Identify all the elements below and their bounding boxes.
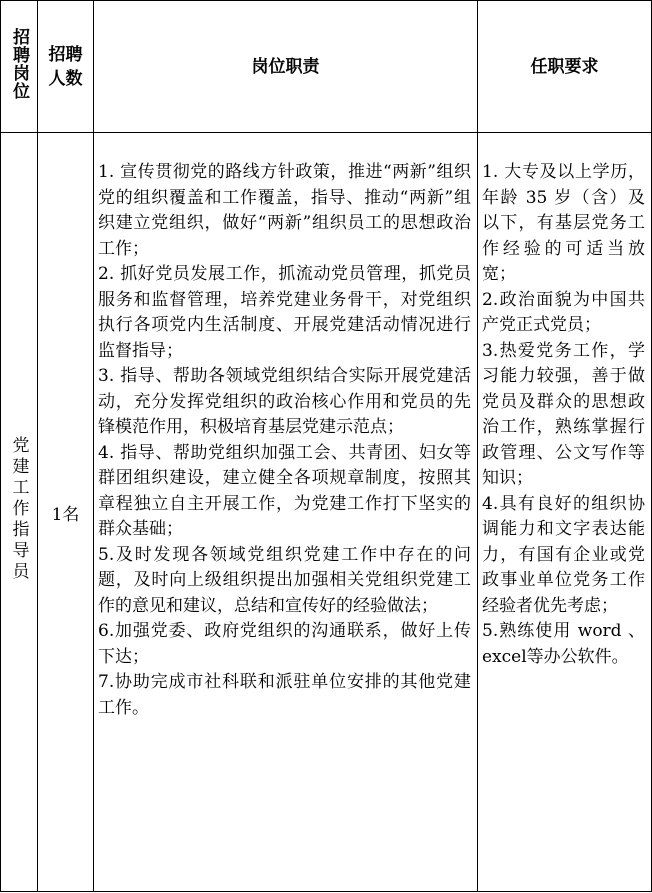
duty-item: 3. 指导、帮助各领域党组织结合实际开展党建活动，充分发挥党组织的政治核心作用和党员的先锋模范作用，积极培育基层党建示范点； <box>98 366 471 437</box>
duty-item: 2. 抓好党员发展工作，抓流动党员管理，抓党员服务和监督管理，培养党建业务骨干，对党组织执行各项党内生活制度、开展党建活动情况进行监督指导； <box>98 264 471 361</box>
duty-item: 1. 宣传贯彻党的路线方针政策，推进“两新”组织党的组织覆盖和工作覆盖，指导、推动“两新”组织建立党组织，做好“两新”组织员工的思想政治工作； <box>98 162 471 259</box>
requirement-item: 4.具有良好的组织协调能力和文字表达能力，有国有企业或党政事业单位党务工作经验者优先考虑； <box>482 493 645 616</box>
duty-item: 6.加强党委、政府党组织的沟通联系，做好上传下达； <box>98 621 471 667</box>
requirement-item: 5.熟练使用 word 、excel等办公软件。 <box>482 621 645 667</box>
header-row <box>1 1 652 133</box>
position-cell <box>1 133 38 892</box>
position-title: 党建工作指导员 <box>8 436 29 583</box>
requirement-item: 2.政治面貌为中国共产党正式党员； <box>482 289 645 335</box>
duty-item: 7.协助完成市社科联和派驻单位安排的其他党建工作。 <box>98 672 471 718</box>
duties-cell <box>94 133 478 892</box>
header-requirements: 任职要求 <box>478 1 652 133</box>
header-position: 招聘岗位 <box>1 1 38 133</box>
requirement-item: 1. 大专及以上学历，年龄 35 岁（含）及以下，有基层党务工作经验的可适当放宽； <box>482 162 645 284</box>
duty-item: 5.及时发现各领域党组织党建工作中存在的问题，及时向上级组织提出加强相关党组织党建工作的意见和建议，总结和宣传好的经验做法； <box>98 544 471 616</box>
count-cell: 1名 <box>38 133 94 892</box>
requirements-cell <box>478 133 652 892</box>
duty-item: 4. 指导、帮助党组织加强工会、共青团、妇女等群团组织建设，建立健全各项规章制度，按照其章程独立自主开展工作，为党建工作打下坚实的群众基础； <box>98 442 471 539</box>
requirement-item: 3.热爱党务工作，学习能力较强，善于做党员及群众的思想政治工作，熟练掌握行政管理、公文写作等知识； <box>482 340 645 488</box>
header-count: 招聘人数 <box>38 1 94 133</box>
job-row <box>1 133 652 892</box>
header-duties: 岗位职责 <box>94 1 478 133</box>
